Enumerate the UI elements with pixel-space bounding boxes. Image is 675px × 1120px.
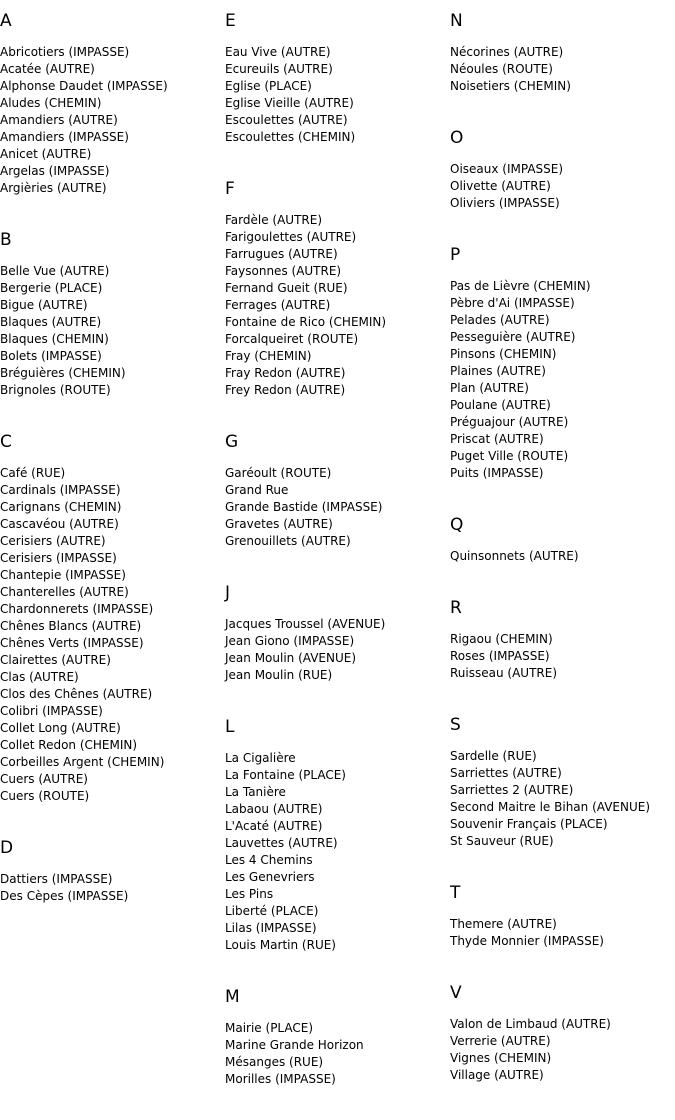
street-item: Abricotiers (IMPASSE) <box>0 45 130 59</box>
street-item: Pesseguière (AUTRE) <box>450 330 576 344</box>
street-list <box>450 44 675 95</box>
letter-heading: P <box>450 245 461 265</box>
street-item: Grand Rue <box>225 483 289 497</box>
street-item: Village (AUTRE) <box>450 1068 544 1082</box>
street-item: Ruisseau (AUTRE) <box>450 666 558 680</box>
street-item: Cascavéou (AUTRE) <box>0 517 119 531</box>
street-item: Thyde Monnier (IMPASSE) <box>450 934 604 948</box>
street-item: Collet Redon (CHEMIN) <box>0 738 138 752</box>
street-item: Vignes (CHEMIN) <box>450 1051 552 1065</box>
street-item: Clas (AUTRE) <box>0 670 79 684</box>
street-item: Jean Moulin (AVENUE) <box>225 651 357 665</box>
street-item: Des Cèpes (IMPASSE) <box>0 889 129 903</box>
street-list <box>450 631 675 682</box>
street-item: Escoulettes (AUTRE) <box>225 113 348 127</box>
letter-heading: B <box>0 230 12 250</box>
street-item: Gravetes (AUTRE) <box>225 517 333 531</box>
street-item: Second Maitre le Bihan (AVENUE) <box>450 800 651 814</box>
street-item: Cuers (ROUTE) <box>0 789 90 803</box>
street-list <box>225 616 450 684</box>
street-item: Faysonnes (AUTRE) <box>225 264 342 278</box>
street-item: Pas de Lièvre (CHEMIN) <box>450 279 591 293</box>
letter-heading: E <box>225 11 236 31</box>
street-item: Alphonse Daudet (IMPASSE) <box>0 79 168 93</box>
letter-heading: V <box>450 983 462 1003</box>
letter-section-n <box>450 10 675 95</box>
street-item: Bolets (IMPASSE) <box>0 349 102 363</box>
street-item: Argelas (IMPASSE) <box>0 164 110 178</box>
street-item: Cerisiers (AUTRE) <box>0 534 106 548</box>
letter-section-l <box>225 716 450 954</box>
street-item: La Cigalière <box>225 751 296 765</box>
street-item: Mairie (PLACE) <box>225 1021 314 1035</box>
street-item: Lauvettes (AUTRE) <box>225 836 338 850</box>
street-item: La Tanière <box>225 785 286 799</box>
letter-section-a <box>0 10 225 197</box>
street-index-column-3 <box>450 10 675 1116</box>
street-item: Fontaine de Rico (CHEMIN) <box>225 315 387 329</box>
letter-heading: N <box>450 11 463 31</box>
street-item: Quinsonnets (AUTRE) <box>450 549 579 563</box>
street-item: Cardinals (IMPASSE) <box>0 483 121 497</box>
street-item: Belle Vue (AUTRE) <box>0 264 110 278</box>
street-item: St Sauveur (RUE) <box>450 834 554 848</box>
letter-heading: D <box>0 838 14 858</box>
street-item: Jacques Troussel (AVENUE) <box>225 617 386 631</box>
letter-heading: R <box>450 598 462 618</box>
letter-section-g <box>225 431 450 550</box>
street-item: Corbeilles Argent (CHEMIN) <box>0 755 165 769</box>
letter-heading: S <box>450 715 461 735</box>
street-list <box>225 1020 450 1088</box>
street-item: Lilas (IMPASSE) <box>225 921 317 935</box>
street-item: Fray Redon (AUTRE) <box>225 366 346 380</box>
street-list <box>450 748 675 850</box>
street-list <box>225 465 450 550</box>
street-item: Blaques (CHEMIN) <box>0 332 109 346</box>
letter-section-v <box>450 982 675 1084</box>
street-index-column-1 <box>0 10 225 937</box>
street-item: Liberté (PLACE) <box>225 904 319 918</box>
letter-section-r <box>450 597 675 682</box>
street-item: Morilles (IMPASSE) <box>225 1072 336 1086</box>
letter-section-t <box>450 882 675 950</box>
street-item: La Fontaine (PLACE) <box>225 768 346 782</box>
letter-section-m <box>225 986 450 1088</box>
street-item: Puget Ville (ROUTE) <box>450 449 569 463</box>
street-list <box>450 548 675 565</box>
street-item: Farrugues (AUTRE) <box>225 247 338 261</box>
letter-heading: M <box>225 987 240 1007</box>
street-item: Pèbre d'Ai (IMPASSE) <box>450 296 575 310</box>
letter-heading: Q <box>450 515 464 535</box>
street-item: Acatée (AUTRE) <box>0 62 95 76</box>
street-item: Mésanges (RUE) <box>225 1055 324 1069</box>
street-item: Néoules (ROUTE) <box>450 62 553 76</box>
street-item: Fernand Gueit (RUE) <box>225 281 348 295</box>
street-item: Blaques (AUTRE) <box>0 315 102 329</box>
street-item: Les Pins <box>225 887 274 901</box>
street-list <box>225 44 450 146</box>
letter-heading: G <box>225 432 239 452</box>
street-item: Marine Grande Horizon <box>225 1038 364 1052</box>
street-item: Dattiers (IMPASSE) <box>0 872 113 886</box>
street-item: Olivette (AUTRE) <box>450 179 551 193</box>
letter-section-f <box>225 178 450 399</box>
letter-heading: A <box>0 11 12 31</box>
street-item: Les Genevriers <box>225 870 315 884</box>
street-item: Fardèle (AUTRE) <box>225 213 323 227</box>
street-item: Eglise (PLACE) <box>225 79 312 93</box>
street-item: L'Acaté (AUTRE) <box>225 819 323 833</box>
street-item: Chardonnerets (IMPASSE) <box>0 602 154 616</box>
letter-section-d <box>0 837 225 905</box>
letter-section-s <box>450 714 675 850</box>
street-item: Priscat (AUTRE) <box>450 432 544 446</box>
street-item: Brignoles (ROUTE) <box>0 383 111 397</box>
letter-section-e <box>225 10 450 146</box>
street-list <box>450 1016 675 1084</box>
street-item: Poulane (AUTRE) <box>450 398 551 412</box>
letter-section-j <box>225 582 450 684</box>
letter-heading: L <box>225 717 235 737</box>
street-item: Ferrages (AUTRE) <box>225 298 331 312</box>
street-item: Les 4 Chemins <box>225 853 313 867</box>
street-item: Clairettes (AUTRE) <box>0 653 111 667</box>
street-item: Colibri (IMPASSE) <box>0 704 103 718</box>
street-item: Farigoulettes (AUTRE) <box>225 230 357 244</box>
letter-section-b <box>0 229 225 399</box>
street-item: Oiseaux (IMPASSE) <box>450 162 564 176</box>
street-item: Pinsons (CHEMIN) <box>450 347 557 361</box>
street-list <box>225 212 450 399</box>
street-list <box>450 916 675 950</box>
street-list <box>0 44 225 197</box>
street-item: Jean Moulin (RUE) <box>225 668 333 682</box>
street-item: Pelades (AUTRE) <box>450 313 550 327</box>
street-item: Plaines (AUTRE) <box>450 364 546 378</box>
street-item: Fray (CHEMIN) <box>225 349 312 363</box>
street-item: Sarriettes 2 (AUTRE) <box>450 783 574 797</box>
letter-section-c <box>0 431 225 805</box>
street-item: Argièries (AUTRE) <box>0 181 107 195</box>
street-list <box>0 465 225 805</box>
street-item: Grande Bastide (IMPASSE) <box>225 500 383 514</box>
street-item: Ecureuils (AUTRE) <box>225 62 333 76</box>
street-item: Rigaou (CHEMIN) <box>450 632 553 646</box>
street-item: Chanterelles (AUTRE) <box>0 585 129 599</box>
letter-section-q <box>450 514 675 565</box>
street-item: Bréguières (CHEMIN) <box>0 366 126 380</box>
street-item: Grenouillets (AUTRE) <box>225 534 351 548</box>
street-item: Labaou (AUTRE) <box>225 802 323 816</box>
street-item: Nécorines (AUTRE) <box>450 45 564 59</box>
street-index-column-2 <box>225 10 450 1120</box>
street-item: Café (RUE) <box>0 466 66 480</box>
letter-heading: O <box>450 128 464 148</box>
street-item: Carignans (CHEMIN) <box>0 500 122 514</box>
street-item: Chantepie (IMPASSE) <box>0 568 126 582</box>
street-list <box>225 750 450 954</box>
street-item: Sardelle (RUE) <box>450 749 537 763</box>
street-item: Noisetiers (CHEMIN) <box>450 79 571 93</box>
street-item: Eau Vive (AUTRE) <box>225 45 331 59</box>
street-item: Frey Redon (AUTRE) <box>225 383 346 397</box>
letter-heading: J <box>225 583 231 603</box>
street-item: Forcalqueiret (ROUTE) <box>225 332 359 346</box>
street-item: Louis Martin (RUE) <box>225 938 336 952</box>
street-item: Puits (IMPASSE) <box>450 466 544 480</box>
street-item: Themere (AUTRE) <box>450 917 557 931</box>
street-item: Cuers (AUTRE) <box>0 772 88 786</box>
street-list <box>0 871 225 905</box>
street-list <box>0 263 225 399</box>
letter-section-o <box>450 127 675 212</box>
street-item: Amandiers (IMPASSE) <box>0 130 129 144</box>
street-list <box>450 278 675 482</box>
street-item: Souvenir Français (PLACE) <box>450 817 608 831</box>
street-item: Anicet (AUTRE) <box>0 147 92 161</box>
street-item: Garéoult (ROUTE) <box>225 466 332 480</box>
street-item: Préguajour (AUTRE) <box>450 415 569 429</box>
letter-heading: C <box>0 432 12 452</box>
street-item: Jean Giono (IMPASSE) <box>225 634 355 648</box>
street-item: Valon de Limbaud (AUTRE) <box>450 1017 611 1031</box>
street-item: Oliviers (IMPASSE) <box>450 196 560 210</box>
street-item: Clos des Chênes (AUTRE) <box>0 687 153 701</box>
letter-section-p <box>450 244 675 482</box>
letter-heading: F <box>225 179 235 199</box>
street-item: Collet Long (AUTRE) <box>0 721 121 735</box>
street-item: Eglise Vieille (AUTRE) <box>225 96 354 110</box>
street-list <box>450 161 675 212</box>
street-item: Bergerie (PLACE) <box>0 281 103 295</box>
street-item: Verrerie (AUTRE) <box>450 1034 551 1048</box>
street-item: Chênes Blancs (AUTRE) <box>0 619 142 633</box>
letter-heading: T <box>450 883 461 903</box>
street-item: Amandiers (AUTRE) <box>0 113 118 127</box>
street-item: Roses (IMPASSE) <box>450 649 550 663</box>
street-item: Chênes Verts (IMPASSE) <box>0 636 144 650</box>
street-item: Aludes (CHEMIN) <box>0 96 102 110</box>
street-item: Sarriettes (AUTRE) <box>450 766 562 780</box>
street-item: Plan (AUTRE) <box>450 381 529 395</box>
street-item: Cerisiers (IMPASSE) <box>0 551 117 565</box>
street-item: Escoulettes (CHEMIN) <box>225 130 356 144</box>
street-item: Bigue (AUTRE) <box>0 298 88 312</box>
